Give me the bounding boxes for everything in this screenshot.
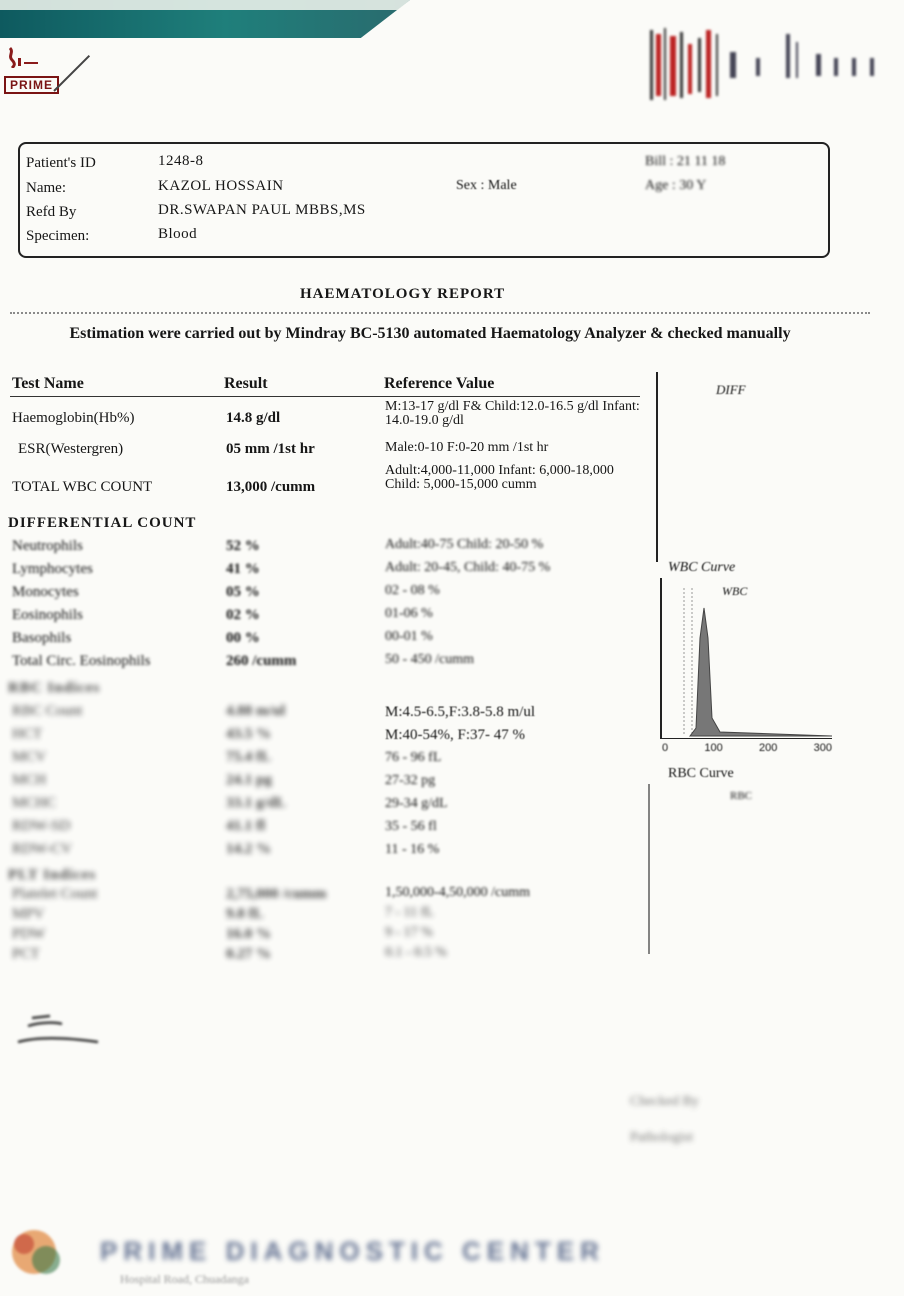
footer-address: Hospital Road, Chuadanga — [120, 1272, 249, 1286]
diff-ref-neutrophils: Adult:40-75 Child: 20-50 % — [385, 537, 544, 552]
diff-result-eosinophils: 02 % — [226, 607, 260, 623]
wbc-histogram — [660, 578, 832, 739]
footer-logo-icon — [0, 1222, 78, 1284]
rbc-ref-mchc: 29-34 g/dL — [385, 796, 448, 811]
plt-ref-mpv: 7 - 11 fL — [385, 905, 434, 920]
diff-ref-lymphocytes: Adult: 20-45, Child: 40-75 % — [385, 560, 551, 575]
rbc-name-rdwsd: RDW-SD — [12, 818, 71, 834]
rbc-result-hct: 43.5 % — [226, 726, 271, 742]
logo-icon — [4, 46, 44, 68]
patient-name-label: Name: — [26, 180, 66, 196]
rbc-result-mcv: 75.4 fL — [226, 749, 271, 765]
plt-name-count: Platelet Count — [12, 886, 98, 902]
plt-name-mpv: MPV — [12, 906, 45, 922]
rbc-name-mchc: MCHC — [12, 795, 57, 811]
row-ref-hb: M:13-17 g/dl F& Child:12.0-16.5 g/dl Infant: 14.0-19.0 g/dl — [385, 399, 640, 428]
plt-result-pct: 0.27 % — [226, 946, 271, 962]
col-test-name: Test Name — [12, 375, 84, 392]
rbc-result-count: 4.88 m/ul — [226, 703, 286, 719]
rbc-result-rdwcv: 14.2 % — [226, 841, 271, 857]
report-title: HAEMATOLOGY REPORT — [300, 286, 506, 302]
pen-mark — [53, 55, 90, 92]
wbc-axis-tick: 200 — [759, 742, 778, 754]
rbc-curve-label: RBC Curve — [668, 766, 734, 781]
diff-name-circ-eosinophils: Total Circ. Eosinophils — [12, 653, 151, 669]
diff-result-circ-eosinophils: 260 /cumm — [226, 653, 297, 669]
plt-result-count: 2,75,000 /cumm — [226, 886, 327, 902]
row-ref-wbc: Adult:4,000-11,000 Infant: 6,000-18,000 Child: 5,000-15,000 cumm — [385, 463, 614, 492]
section-plt: PLT Indices — [8, 867, 97, 883]
referred-by-value: DR.SWAPAN PAUL MBBS,MS — [158, 202, 366, 218]
patient-age: Age : 30 Y — [645, 178, 707, 193]
diff-label: DIFF — [716, 382, 746, 397]
plt-result-mpv: 9.8 fL — [226, 906, 264, 922]
rbc-ref-mcv: 76 - 96 fL — [385, 750, 442, 765]
rbc-ref-count: M:4.5-6.5,F:3.8-5.8 m/ul — [385, 704, 536, 720]
wbc-axis-tick: 0 — [662, 742, 669, 754]
wbc-histogram-curve — [690, 608, 832, 736]
rbc-histogram — [648, 784, 830, 954]
plt-result-pdw: 16.0 % — [226, 926, 271, 942]
rbc-name-mch: MCH — [12, 772, 47, 788]
rbc-block — [0, 703, 640, 868]
table-header-divider — [10, 396, 640, 397]
wbc-curve-sublabel: WBC — [722, 584, 748, 598]
section-rbc: RBC Indices — [8, 680, 101, 696]
rbc-name-count: RBC Count — [12, 703, 83, 719]
diff-name-neutrophils: Neutrophils — [12, 538, 83, 554]
section-differential: DIFFERENTIAL COUNT — [8, 515, 197, 531]
specimen-value: Blood — [158, 226, 198, 242]
rbc-ref-rdwsd: 35 - 56 fl — [385, 819, 437, 834]
bill-number: Bill : 21 11 18 — [645, 154, 726, 169]
patient-id-label: Patient's ID — [26, 155, 96, 171]
wbc-curve-label: WBC Curve — [668, 560, 736, 575]
footer-title: PRIME DIAGNOSTIC CENTER — [100, 1236, 605, 1266]
rbc-ref-hct: M:40-54%, F:37- 47 % — [385, 727, 525, 743]
rbc-ref-mch: 27-32 pg — [385, 773, 436, 788]
diff-ref-basophils: 00-01 % — [385, 629, 433, 644]
wbc-axis-tick: 100 — [704, 742, 723, 754]
barcode — [648, 24, 886, 106]
specimen-label: Specimen: — [26, 228, 90, 244]
diff-scattergram — [656, 372, 828, 562]
method-note: Estimation were carried out by Mindray BC-5130 automated Haematology Analyzer & checked manually — [69, 325, 791, 342]
patient-id-value: 1248-8 — [158, 153, 204, 169]
row-name-hb: Haemoglobin(Hb%) — [12, 410, 135, 426]
plt-name-pdw: PDW — [12, 926, 46, 942]
referred-by-label: Refd By — [26, 204, 77, 220]
row-result-esr: 05 mm /1st hr — [226, 441, 315, 457]
differential-block — [0, 538, 640, 678]
diff-result-lymphocytes: 41 % — [226, 561, 260, 577]
rbc-result-mch: 24.1 pg — [226, 772, 272, 788]
rbc-name-hct: HCT — [12, 726, 42, 742]
rbc-result-rdwsd: 41.1 fl — [226, 818, 266, 834]
patient-name-value: KAZOL HOSSAIN — [158, 178, 284, 194]
plt-ref-pdw: 9 - 17 % — [385, 925, 433, 940]
rbc-result-mchc: 33.1 g/dL — [226, 795, 287, 811]
row-result-wbc: 13,000 /cumm — [226, 479, 316, 495]
rbc-name-rdwcv: RDW-CV — [12, 841, 72, 857]
wbc-histogram-plot — [662, 578, 832, 738]
header-banner-highlight — [0, 0, 410, 10]
diff-result-monocytes: 05 % — [226, 584, 260, 600]
plt-name-pct: PCT — [12, 946, 40, 962]
col-result: Result — [224, 375, 268, 392]
rbc-name-mcv: MCV — [12, 749, 47, 765]
wbc-axis — [662, 742, 832, 754]
wbc-axis-tick: 300 — [813, 742, 832, 754]
diff-result-basophils: 00 % — [226, 630, 260, 646]
title-divider — [10, 312, 870, 314]
plt-ref-pct: 0.1 - 0.5 % — [385, 945, 447, 960]
diff-name-lymphocytes: Lymphocytes — [12, 561, 93, 577]
plt-block — [0, 886, 640, 966]
diff-name-eosinophils: Eosinophils — [12, 607, 83, 623]
diff-name-basophils: Basophils — [12, 630, 72, 646]
diff-ref-circ-eosinophils: 50 - 450 /cumm — [385, 652, 475, 667]
diff-result-neutrophils: 52 % — [226, 538, 260, 554]
logo-text: PRIME — [4, 76, 59, 94]
row-result-hb: 14.8 g/dl — [226, 410, 281, 426]
pathologist-note: Pathologist — [630, 1130, 694, 1145]
diff-ref-eosinophils: 01-06 % — [385, 606, 433, 621]
diff-name-monocytes: Monocytes — [12, 584, 79, 600]
plt-ref-count: 1,50,000-4,50,000 /cumm — [385, 885, 531, 900]
rbc-curve-sublabel: RBC — [730, 790, 753, 802]
row-name-wbc: TOTAL WBC COUNT — [12, 479, 153, 495]
diff-ref-monocytes: 02 - 08 % — [385, 583, 440, 598]
rbc-ref-rdwcv: 11 - 16 % — [385, 842, 440, 857]
checked-by-note: Checked By — [630, 1094, 699, 1109]
col-reference: Reference Value — [384, 375, 495, 392]
patient-sex: Sex : Male — [456, 178, 517, 193]
signature — [10, 1012, 100, 1052]
row-ref-esr: Male:0-10 F:0-20 mm /1st hr — [385, 440, 549, 455]
row-name-esr: ESR(Westergren) — [18, 441, 124, 457]
